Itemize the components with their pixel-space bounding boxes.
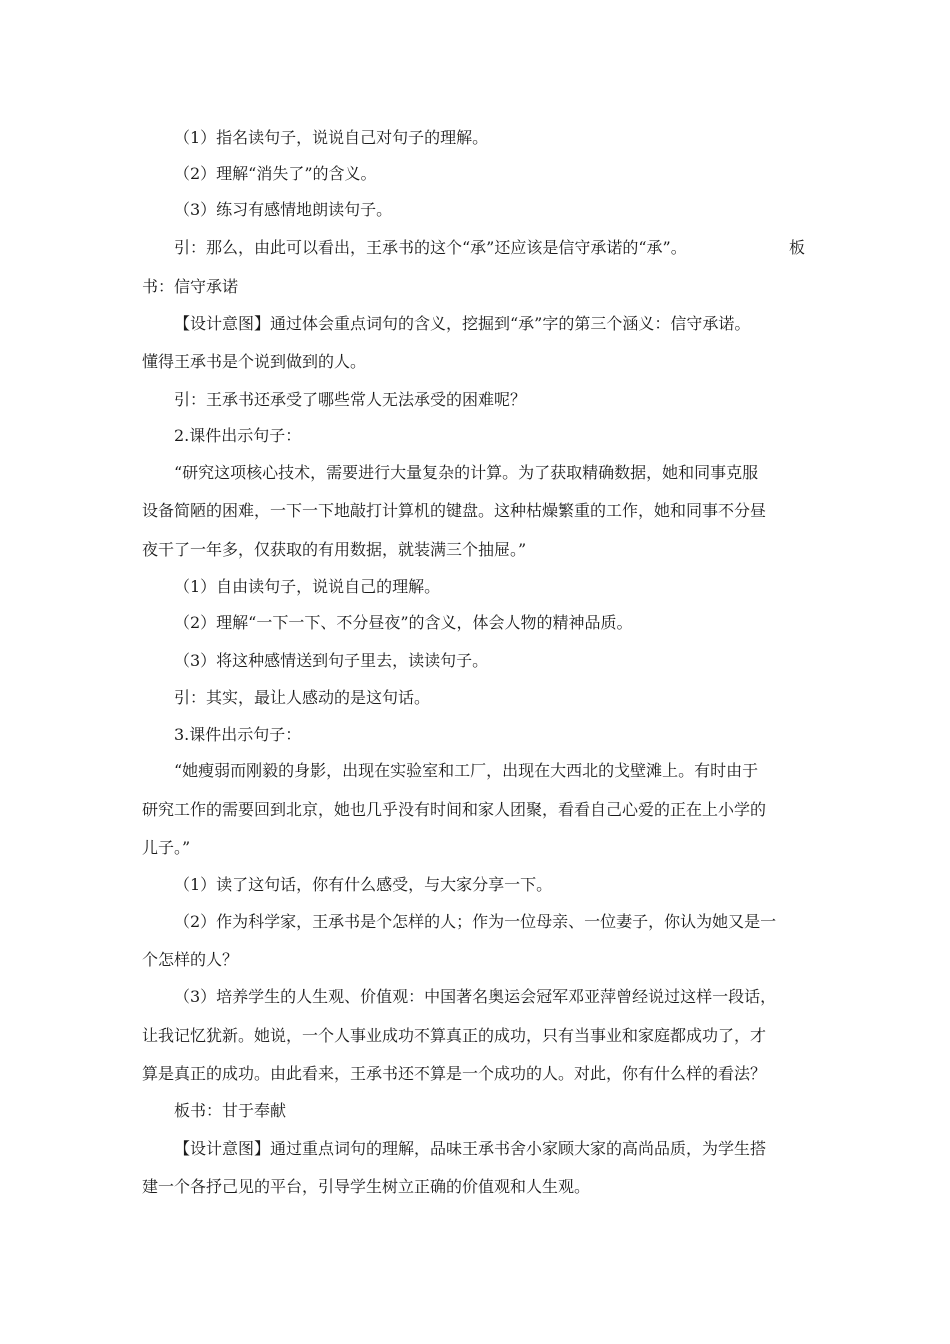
text-line: （1）自由读句子，说说自己的理解。	[174, 577, 441, 596]
text-line: 算是真正的成功。由此看来，王承书还不算是一个成功的人。对此，你有什么样的看法？	[142, 1064, 767, 1083]
text-line: 引：那么，由此可以看出，王承书的这个“承”还应该是信守承诺的“承”。	[174, 238, 687, 257]
text-line: 书：信守承诺	[142, 277, 239, 296]
quote-line: “她瘦弱而刚毅的身影，出现在实验室和工厂，出现在大西北的戈壁滩上。有时由于	[174, 761, 759, 780]
text-line: （1）读了这句话，你有什么感受，与大家分享一下。	[174, 875, 553, 894]
quote-line: “研究这项核心技术，需要进行大量复杂的计算。为了获取精确数据，她和同事克服	[174, 463, 759, 482]
text-line: （1）指名读句子，说说自己对句子的理解。	[174, 128, 489, 147]
quote-line: 设备简陋的困难，一下一下地敲打计算机的键盘。这种枯燥繁重的工作，她和同事不分昼	[142, 501, 767, 520]
text-line: （2）作为科学家，王承书是个怎样的人；作为一位母亲、一位妻子，你认为她又是一	[174, 912, 777, 931]
quote-line: 夜干了一年多，仅获取的有用数据，就装满三个抽屉。”	[142, 540, 527, 559]
text-line: 引：其实，最让人感动的是这句话。	[174, 688, 431, 707]
text-line: 懂得王承书是个说到做到的人。	[142, 352, 367, 371]
section-heading: 2.课件出示句子：	[174, 426, 302, 445]
board-note: 板书：甘于奉献	[174, 1101, 287, 1120]
text-line: （3）将这种感情送到句子里去，读读句子。	[174, 651, 489, 670]
design-intent-paragraph: 【设计意图】通过重点词句的理解，品味王承书舍小家顾大家的高尚品质，为学生搭	[174, 1139, 767, 1158]
text-line: （3）练习有感情地朗读句子。	[174, 200, 393, 219]
text-line: 板	[789, 238, 806, 257]
text-line: （2）理解“一下一下、不分昼夜”的含义，体会人物的精神品质。	[174, 613, 633, 632]
text-line: 让我记忆犹新。她说，一个人事业成功不算真正的成功，只有当事业和家庭都成功了，才	[142, 1026, 767, 1045]
section-heading: 3.课件出示句子：	[174, 725, 302, 744]
text-line: （2）理解“消失了”的含义。	[174, 164, 377, 183]
quote-line: 儿子。”	[142, 838, 191, 857]
text-line: 引：王承书还承受了哪些常人无法承受的困难呢？	[174, 390, 527, 409]
text-line: （3）培养学生的人生观、价值观：中国著名奥运会冠军邓亚萍曾经说过这样一段话，	[174, 987, 777, 1006]
design-intent-paragraph: 【设计意图】通过体会重点词句的含义，挖掘到“承”字的第三个涵义：信守承诺。	[174, 314, 751, 333]
text-line: 建一个各抒己见的平台，引导学生树立正确的价值观和人生观。	[142, 1177, 591, 1196]
quote-line: 研究工作的需要回到北京，她也几乎没有时间和家人团聚，看看自己心爱的正在上小学的	[142, 800, 767, 819]
text-line: 个怎样的人？	[142, 950, 239, 969]
